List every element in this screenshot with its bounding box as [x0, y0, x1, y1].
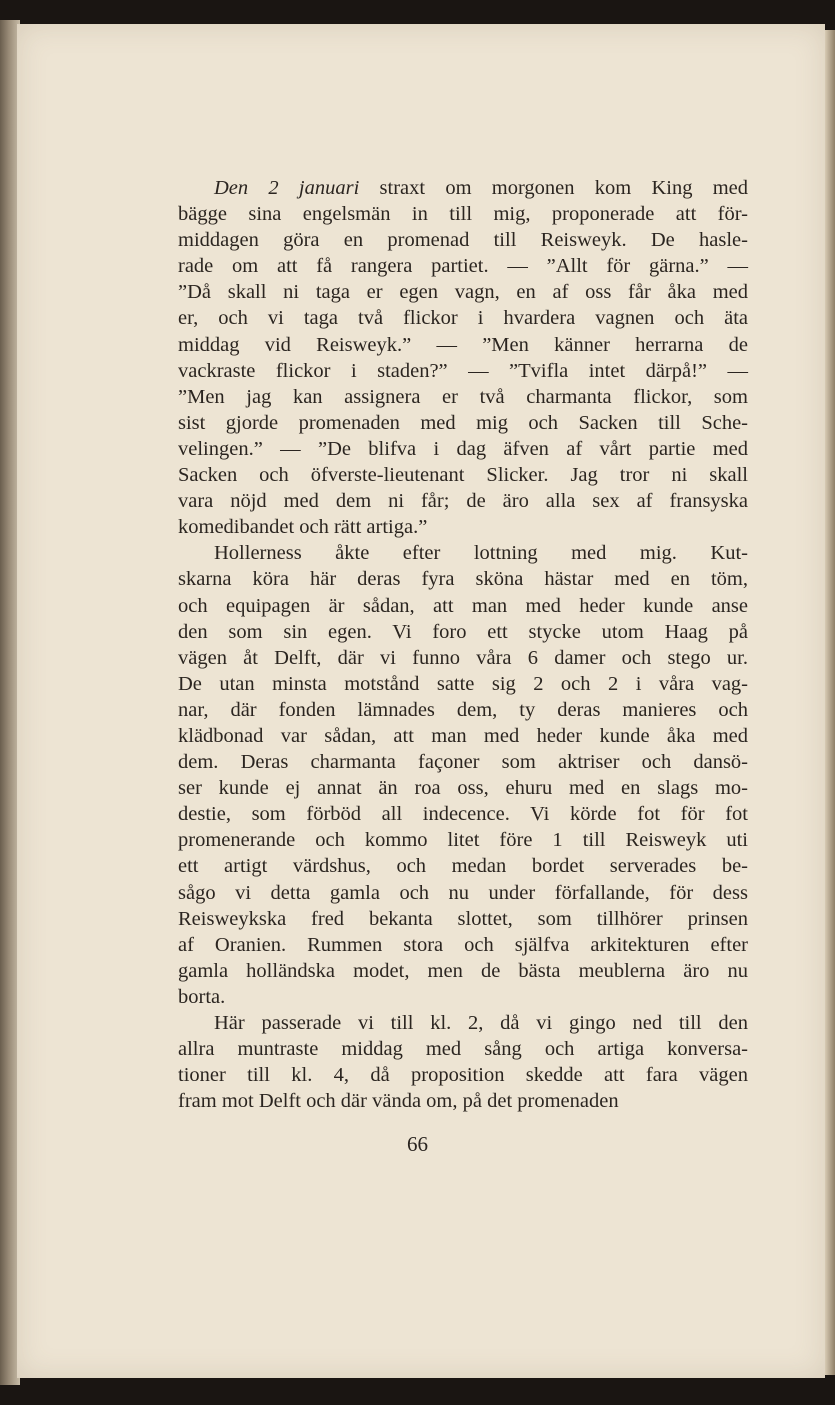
text-line: Sacken och öfverste-lieutenant Slicker. Jag tror ni skall: [178, 464, 748, 487]
text-line: nar, där fonden lämnades dem, ty deras manieres och: [178, 698, 748, 721]
text-line: bägge sina engelsmän in till mig, proponerade att för-: [178, 203, 748, 226]
text-line: gamla holländska modet, men de bästa meublerna äro nu: [178, 959, 748, 982]
text-line: ser kunde ej annat än roa oss, ehuru med en slags mo-: [178, 777, 748, 800]
text-line: rade om att få rangera partiet. — ”Allt för gärna.” —: [178, 255, 748, 278]
text-line: allra muntraste middag med sång och artiga konversa-: [178, 1038, 748, 1061]
text-line: dem. Deras charmanta façoner som aktriser och dansö-: [178, 751, 748, 774]
text-line: borta.: [178, 985, 226, 1008]
text-line: skarna köra här deras fyra sköna hästar med en töm,: [178, 568, 748, 591]
text-line: klädbonad var sådan, att man med heder kunde åka med: [178, 724, 748, 747]
text-line: tioner till kl. 4, då proposition skedde att fara vägen: [178, 1064, 748, 1087]
text-line: middagen göra en promenad till Reisweyk. De hasle-: [178, 229, 748, 252]
date-italic: Den 2 januari: [214, 177, 360, 199]
text-line: [178, 175, 748, 201]
text-line: af Oranien. Rummen stora och själfva arkitekturen efter: [178, 933, 748, 956]
text-line: ett artigt värdshus, och medan bordet serverades be-: [178, 855, 748, 878]
text-line: Här passerade vi till kl. 2, då vi gingo ned till den: [214, 1012, 748, 1034]
paragraph: [178, 175, 748, 540]
text-line: vara nöjd med dem ni får; de äro alla sex af fransyska: [178, 490, 748, 513]
line-rest: straxt om morgonen kom King med: [359, 177, 749, 199]
text-line: komedibandet och rätt artiga.”: [178, 516, 428, 539]
paragraph: [178, 540, 748, 1010]
text-line: den som sin egen. Vi foro ett stycke utom Haag på: [178, 620, 748, 643]
text-line: sågo vi detta gamla och nu under förfallande, för dess: [178, 881, 748, 904]
page-number: 66: [407, 1132, 428, 1156]
text-line: ”Då skall ni taga er egen vagn, en af oss får åka med: [178, 281, 748, 304]
text-line: Reisweykska fred bekanta slottet, som tillhörer prinsen: [178, 907, 748, 930]
text-line: middag vid Reisweyk.” — ”Men känner herrarna de: [178, 333, 748, 356]
text-line: velingen.” — ”De blifva i dag äfven af vårt partie med: [178, 437, 748, 460]
text-line: sist gjorde promenaden med mig och Sacken till Sche-: [178, 411, 748, 434]
paragraph: [178, 1010, 748, 1114]
text-line: vägen åt Delft, där vi funno våra 6 damer och stego ur.: [178, 646, 748, 669]
text-line: ”Men jag kan assignera er två charmanta flickor, som: [178, 385, 748, 408]
text-line: Hollerness åkte efter lottning med mig. Kut-: [214, 542, 748, 565]
body-text: [178, 175, 748, 1114]
text-line: promenerande och kommo litet före 1 till Reisweyk uti: [178, 829, 748, 852]
text-line: fram mot Delft och där vända om, på det promenaden: [178, 1090, 619, 1113]
text-line: destie, som förböd all indecence. Vi körde fot för fot: [178, 803, 748, 826]
text-line: och equipagen är sådan, att man med heder kunde anse: [178, 594, 748, 617]
text-line: De utan minsta motstånd satte sig 2 och 2 i våra vag-: [178, 672, 748, 695]
text-line: er, och vi taga två flickor i hvardera vagnen och äta: [178, 307, 748, 330]
page-edge: [825, 30, 835, 1375]
text-line: vackraste flickor i staden?” — ”Tvifla intet därpå!” —: [178, 359, 748, 382]
